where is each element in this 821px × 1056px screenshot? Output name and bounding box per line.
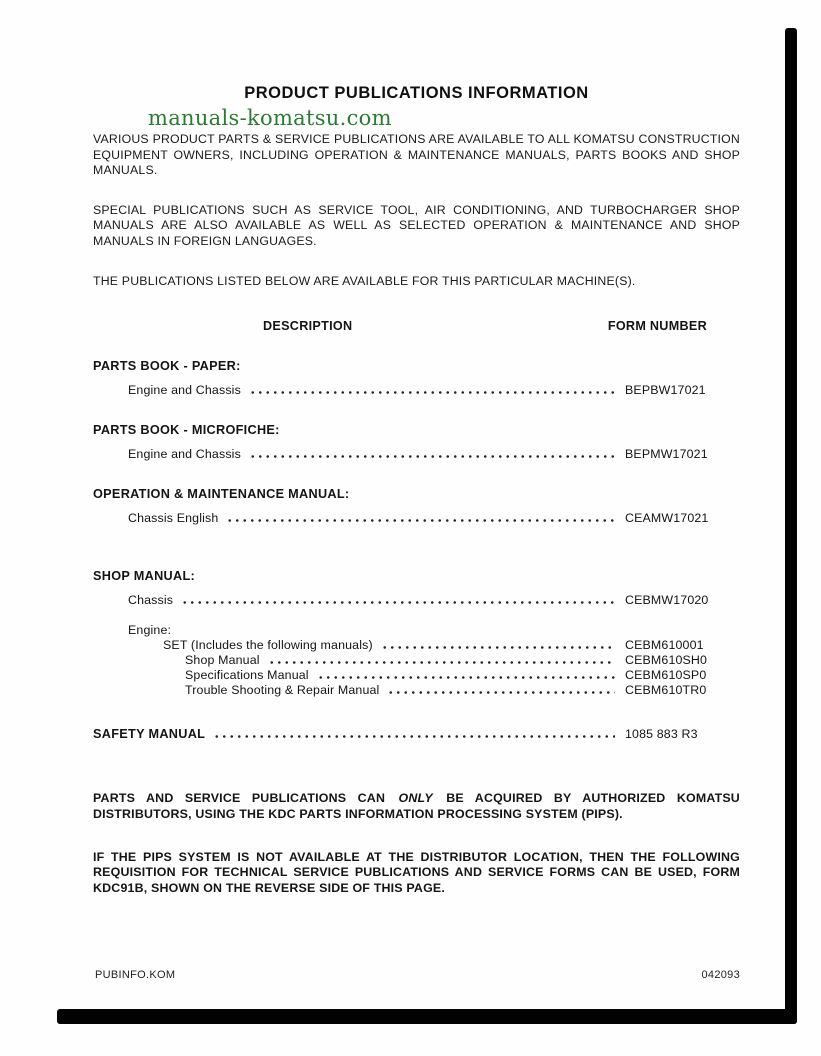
publication-row: [93, 638, 707, 652]
publication-row: [93, 593, 707, 607]
publication-label: Engine and Chassis: [128, 447, 241, 462]
note-acquire-italic: ONLY: [398, 791, 433, 806]
form-number: CEBM610001: [625, 638, 704, 653]
section-heading: OPERATION & MAINTENANCE MANUAL:: [93, 487, 350, 502]
column-header-description: DESCRIPTION: [263, 319, 353, 334]
dot-leader: [181, 601, 615, 604]
section-parts-book-paper: [93, 359, 740, 397]
publication-label: Shop Manual: [185, 653, 260, 668]
footer-document-id: PUBINFO.KOM: [95, 969, 176, 981]
publication-row: [93, 653, 707, 667]
dot-leader: [387, 691, 615, 694]
section-rows: [93, 383, 707, 397]
publication-row: [93, 683, 707, 697]
publication-label: Engine and Chassis: [128, 383, 241, 398]
section-rows: [93, 447, 707, 461]
form-number: CEBM610SH0: [625, 653, 708, 668]
publication-row: [93, 668, 707, 682]
footer-date-code: 042093: [701, 969, 740, 981]
form-number: CEBM610SP0: [625, 668, 707, 683]
intro-paragraph-2: SPECIAL PUBLICATIONS SUCH AS SERVICE TOOL, AIR CONDITIONING, AND TURBOCHARGER SHOP MANUALS ARE ALSO AVAILABLE AS WELL AS SELECTED OPERATION & MAINTENANCE AND SHOP MANUALS IN FOREIGN LANGUAGES.: [93, 202, 740, 248]
note-acquire-post: BE ACQUIRED BY AUTHORIZED KOMATSU DISTRIBUTORS, USING THE KDC PARTS INFORMATION PROCESSING SYSTEM (PIPS).: [93, 791, 740, 821]
scan-edge-bottom: [57, 1009, 797, 1024]
safety-manual-label: SAFETY MANUAL: [93, 727, 206, 742]
form-number: 1085 883 R3: [625, 727, 698, 742]
section-heading: PARTS BOOK - MICROFICHE:: [93, 423, 280, 438]
page-content: [93, 84, 740, 896]
form-number: BEPBW17021: [625, 383, 706, 398]
column-header-form-number: FORM NUMBER: [607, 319, 707, 334]
form-number: CEAMW17021: [625, 511, 709, 526]
section-operation-maintenance: [93, 487, 740, 525]
dot-leader: [249, 455, 615, 458]
dot-leader: [249, 391, 615, 394]
form-number: CEBM610TR0: [625, 683, 707, 698]
page-title: PRODUCT PUBLICATIONS INFORMATION: [244, 84, 589, 102]
publication-row: [93, 383, 707, 397]
safety-section: [93, 727, 707, 741]
dot-leader: [381, 646, 615, 649]
publication-label: Chassis English: [128, 511, 219, 526]
engine-group-label: [93, 623, 707, 637]
publication-row: [93, 511, 707, 525]
section-heading: PARTS BOOK - PAPER:: [93, 359, 241, 374]
note-acquire: [93, 791, 740, 822]
watermark-text: manuals-komatsu.com: [148, 106, 392, 130]
section-parts-book-microfiche: [93, 423, 740, 461]
form-number: BEPMW17021: [625, 447, 708, 462]
note-pips: IF THE PIPS SYSTEM IS NOT AVAILABLE AT THE DISTRIBUTOR LOCATION, THEN THE FOLLOWING REQUISITION FOR TECHNICAL SERVICE PUBLICATIONS AND SERVICE FORMS CAN BE USED, FORM KDC91B, SHOWN ON THE REVERSE SIDE OF THIS PAGE.: [93, 849, 740, 895]
table-header: [93, 319, 740, 333]
publication-label: Engine:: [128, 623, 172, 638]
publication-label: Chassis: [128, 593, 174, 608]
note-acquire-pre: PARTS AND SERVICE PUBLICATIONS CAN: [93, 791, 386, 806]
publication-row: [93, 447, 707, 461]
publication-label: Specifications Manual: [185, 668, 309, 683]
intro-paragraph-1: VARIOUS PRODUCT PARTS & SERVICE PUBLICATIONS ARE AVAILABLE TO ALL KOMATSU CONSTRUCTION EQUIPMENT OWNERS, INCLUDING OPERATION & MAINTENANCE MANUALS, PARTS BOOKS AND SHOP MANUALS.: [93, 132, 740, 178]
dot-leader: [213, 735, 615, 738]
section-heading: SHOP MANUAL:: [93, 569, 196, 584]
section-shop-manual: [93, 569, 740, 697]
section-rows: [93, 593, 707, 697]
section-rows: [93, 511, 707, 525]
form-number: CEBMW17020: [625, 593, 709, 608]
dot-leader: [268, 661, 615, 664]
dot-leader: [317, 676, 615, 679]
dot-leader: [226, 519, 615, 522]
publication-label: SET (Includes the following manuals): [163, 638, 373, 653]
safety-manual-row: [93, 727, 707, 741]
intro-paragraph-3: THE PUBLICATIONS LISTED BELOW ARE AVAILABLE FOR THIS PARTICULAR MACHINE(S).: [93, 273, 636, 288]
scan-edge-right: [785, 28, 797, 1024]
publication-label: Trouble Shooting & Repair Manual: [185, 683, 380, 698]
